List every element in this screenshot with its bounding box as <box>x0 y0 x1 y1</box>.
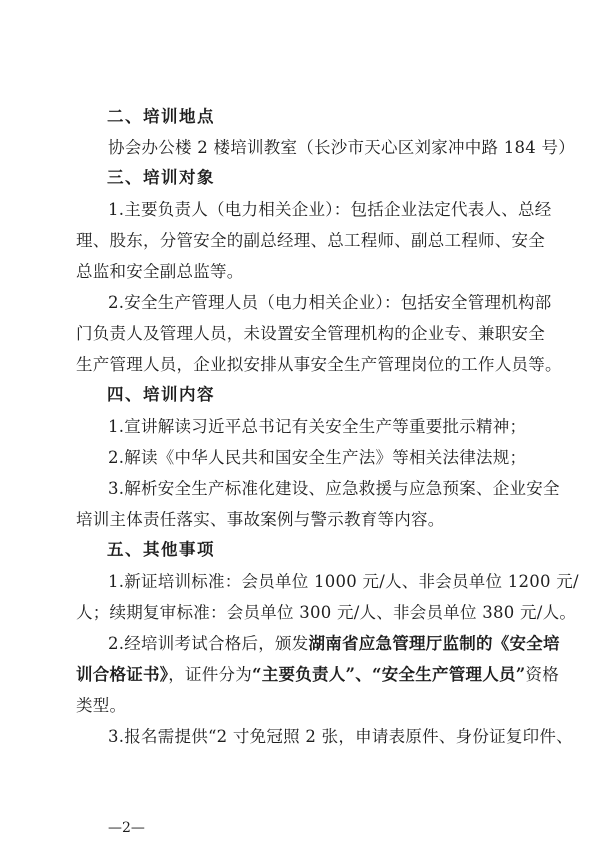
targets-p2-line3: 生产管理人员，企业拟安排从事安全生产管理岗位的工作人员等。 <box>76 355 562 374</box>
targets-p1-line2: 理、股东，分管安全的副总经理、总工程师、副总工程师、安全 <box>76 231 545 250</box>
content-item-3-line2: 培训主体责任落实、事故案例与警示教育等内容。 <box>76 510 445 529</box>
certificate-line1 <box>108 634 560 654</box>
registration-line1: 3.报名需提供“2 寸免冠照 2 张，申请表原件、身份证复印件、 <box>108 727 573 746</box>
targets-p2-line2: 门负责人及管理人员，未设置安全管理机构的企业专、兼职安全 <box>76 324 545 343</box>
certificate-name-emphasis: 训合格证书》 <box>76 665 169 684</box>
targets-p1-line1: 1.主要负责人（电力相关企业）：包括企业法定代表人、总经 <box>108 200 552 219</box>
content-item-1: 1.宣讲解读习近平总书记有关安全生产等重要批示精神； <box>108 417 527 436</box>
section-heading-location: 二、培训地点 <box>107 107 215 126</box>
section-heading-other: 五、其他事项 <box>107 540 215 559</box>
targets-p2-line1: 2.安全生产管理人员（电力相关企业）：包括安全管理机构部 <box>108 293 552 312</box>
certificate-types-emphasis: “主要负责人”、“安全生产管理人员” <box>252 665 526 684</box>
fees-line2: 人；续期复审标准：会员单位 300 元/人、非会员单位 380 元/人。 <box>76 603 577 622</box>
targets-p1-line3: 总监和安全副总监等。 <box>76 262 244 281</box>
page-number: —2— <box>108 820 145 836</box>
certificate-line3: 类型。 <box>76 696 127 715</box>
certificate-line2 <box>76 665 559 685</box>
fees-line1: 1.新证培训标准：会员单位 1000 元/人、非会员单位 1200 元/ <box>108 572 579 591</box>
certificate-line2-mid: ，证件分为 <box>168 665 252 684</box>
certificate-line2-end: 资格 <box>525 665 559 684</box>
certificate-issuer-emphasis: 湖南省应急管理厅监制的《安全培 <box>308 634 560 653</box>
location-text: 协会办公楼 2 楼培训教室（长沙市天心区刘家冲中路 184 号） <box>108 138 575 157</box>
certificate-line1-text: 2.经培训考试合格后，颁发 <box>108 634 309 653</box>
content-item-2: 2.解读《中华人民共和国安全生产法》等相关法律法规； <box>108 448 527 467</box>
section-heading-targets: 三、培训对象 <box>107 168 215 187</box>
section-heading-content: 四、培训内容 <box>107 385 215 404</box>
content-item-3-line1: 3.解析安全生产标准化建设、应急救援与应急预案、企业安全 <box>108 479 560 498</box>
